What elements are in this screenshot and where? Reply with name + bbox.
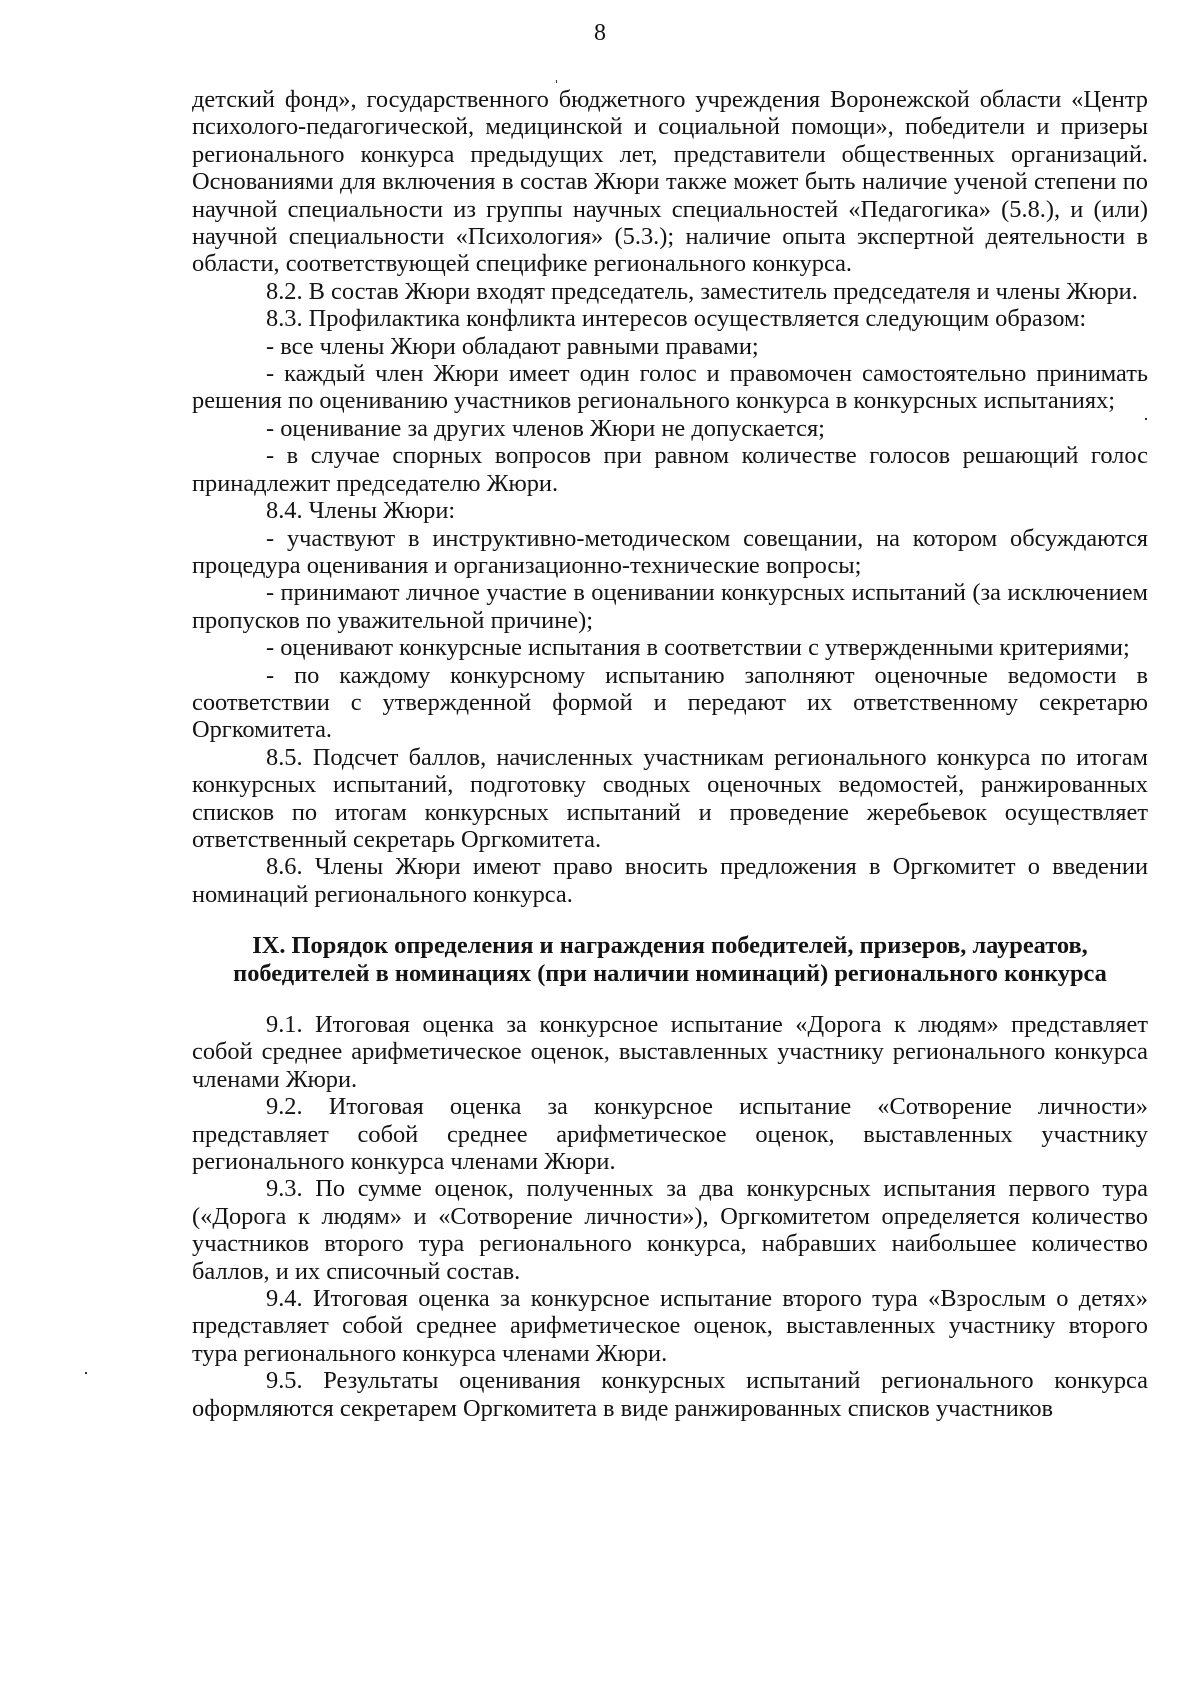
list-item: - по каждому конкурсному испытанию заполняют оценочные ведомости в соответствии с утвержденной формой и передают их ответственному секретарю Оргкомитета. [192,661,1148,744]
paragraph-8-3: 8.3. Профилактика конфликта интересов осуществляется следующим образом: [266,305,1087,333]
paragraph-9-3: 9.3. По сумме оценок, полученных за два конкурсных испытания первого тура («Дорога к людям» и «Сотворение личности»), Оргкомитетом определяется количество участников второго тура регионального конкурса, набравших наибольшее количество баллов, и их списочный состав. [192,1175,1148,1285]
paragraph-8-1-continuation: детский фонд», государственного бюджетного учреждения Воронежской области «Центр психолого-педагогической, медицинской и социальной помощи», победители и призеры регионального конкурса предыдущих лет, представители общественных организаций. Основаниями для включения в состав Жюри также может быть наличие ученой степени по научной специальности из группы научных специальностей «Педагогика» (5.8.), и (или) научной специальности «Психология» (5.3.); наличие опыта экспертной деятельности в области, соответствующей специфике регионального конкурса. [192,86,1148,278]
list-item: - участвуют в инструктивно-методическом совещании, на котором обсуждаются процедура оценивания и организационно-технические вопросы; [192,524,1148,579]
scan-speck [556,80,557,83]
list-item: - оценивание за других членов Жюри не допускается; [266,414,825,442]
paragraph-8-6: 8.6. Члены Жюри имеют право вносить предложения в Оргкомитет о введении номинаций регионального конкурса. [192,853,1148,908]
document-body [192,86,1148,1422]
section-heading-ix [192,932,1148,987]
section-heading-line: победителей в номинациях (при наличии номинаций) регионального конкурса [233,959,1107,987]
list-item: - оценивают конкурсные испытания в соответствии с утвержденными критериями; [266,634,1130,662]
paragraph-8-4: 8.4. Члены Жюри: [266,497,456,525]
paragraph-9-2: 9.2. Итоговая оценка за конкурсное испытание «Сотворение личности» представляет собой среднее арифметическое оценок, выставленных участнику регионального конкурса членами Жюри. [192,1093,1148,1176]
list-item: - принимают личное участие в оценивании конкурсных испытаний (за исключением пропусков по уважительной причине); [192,579,1148,634]
scan-speck [85,1372,87,1374]
scan-speck [1145,418,1147,420]
paragraph-8-5: 8.5. Подсчет баллов, начисленных участникам регионального конкурса по итогам конкурсных испытаний, подготовку сводных оценочных ведомостей, ранжированных списков по итогам конкурсных испытаний и проведение жеребьевок осуществляет ответственный секретарь Оргкомитета. [192,743,1148,853]
list-item: - все члены Жюри обладают равными правами; [266,332,759,360]
section-heading-line: IX. Порядок определения и награждения победителей, призеров, лауреатов, [252,932,1088,960]
paragraph-8-2: 8.2. В состав Жюри входят председатель, заместитель председателя и члены Жюри. [266,277,1138,305]
paragraph-9-4: 9.4. Итоговая оценка за конкурсное испытание второго тура «Взрослым о детях» представляет собой среднее арифметическое оценок, выставленных участнику второго тура регионального конкурса членами Жюри. [192,1285,1148,1367]
page-number: 8 [594,20,606,46]
list-item: - в случае спорных вопросов при равном количестве голосов решающий голос принадлежит председателю Жюри. [192,442,1148,497]
paragraph-9-5: 9.5. Результаты оценивания конкурсных испытаний регионального конкурса оформляются секретарем Оргкомитета в виде ранжированных списков участников [192,1367,1148,1422]
paragraph-9-1: 9.1. Итоговая оценка за конкурсное испытание «Дорога к людям» представляет собой среднее арифметическое оценок, выставленных участнику регионального конкурса членами Жюри. [192,1011,1148,1093]
list-item: - каждый член Жюри имеет один голос и правомочен самостоятельно принимать решения по оцениванию участников регионального конкурса в конкурсных испытаниях; [192,360,1148,415]
